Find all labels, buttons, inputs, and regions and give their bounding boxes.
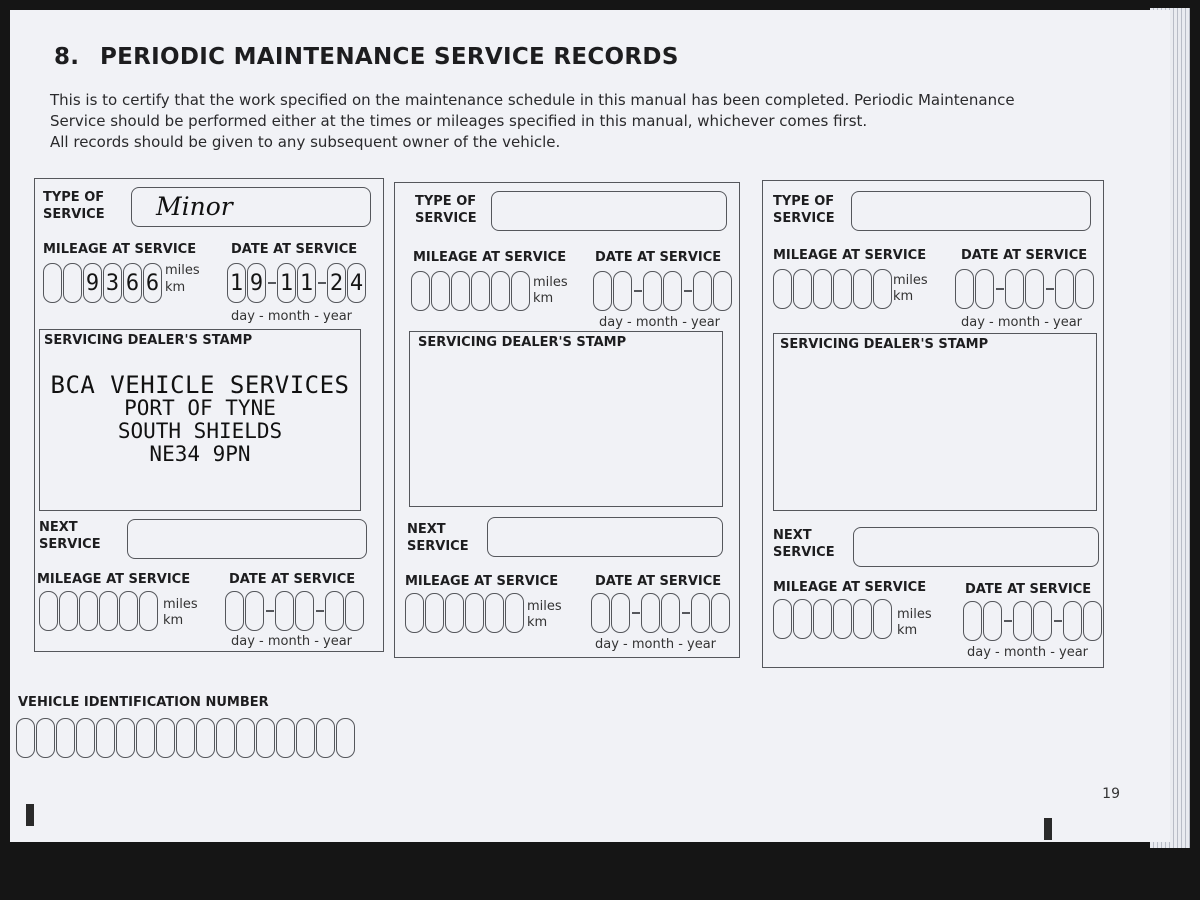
next-date-field[interactable] [963,601,1103,641]
service-record-card-3 [762,180,1104,668]
dealer-stamp-box [773,333,1097,511]
miles-label: miles [165,263,200,278]
mileage-digits[interactable] [411,271,531,311]
date-format-hint: day - month - year [599,315,721,330]
mileage-label: MILEAGE AT SERVICE [43,242,197,257]
next-mileage-label: MILEAGE AT SERVICE [773,580,927,595]
mileage-digit[interactable] [43,263,62,303]
dealer-stamp-box [409,331,723,507]
mileage-digit[interactable]: 6 [143,263,162,303]
next-service-label: NEXT SERVICE [773,528,835,560]
page-number: 19 [1102,786,1120,802]
date-format-hint: day - month - year [967,645,1089,660]
next-service-field[interactable] [127,519,367,559]
next-mileage-label: MILEAGE AT SERVICE [37,572,191,587]
dealer-stamp-label: SERVICING DEALER'S STAMP [780,337,989,352]
intro-paragraph: This is to certify that the work specified on the maintenance schedule in this manual has been completed. Periodic Maintenance Service should be performed either at the times or mileages specified in this manual, whichever comes first. All records should be given to any subsequent owner of the vehicle. [50,91,1015,151]
page-marker-right [1044,818,1052,840]
date-separator [268,282,276,284]
date-digit[interactable]: 1 [277,263,296,303]
mileage-digit[interactable] [63,263,82,303]
date-digit[interactable]: 1 [227,263,246,303]
date-label: DATE AT SERVICE [231,242,358,257]
date-field[interactable] [227,263,367,303]
miles-label: miles [527,599,562,614]
type-of-service-label: TYPE OF SERVICE [415,194,477,226]
date-digit[interactable]: 4 [347,263,366,303]
mileage-digit[interactable]: 9 [83,263,102,303]
mileage-digits[interactable] [43,263,163,303]
km-label: km [163,613,184,628]
dealer-stamp: BCA VEHICLE SERVICES PORT OF TYNE SOUTH SHIELDS NE34 9PN [50,371,350,466]
date-digit[interactable]: 2 [327,263,346,303]
vin-label: VEHICLE IDENTIFICATION NUMBER [18,695,269,710]
next-service-field[interactable] [487,517,723,557]
service-record-card-2 [394,182,740,658]
next-service-label: NEXT SERVICE [39,520,101,552]
date-digit[interactable]: 9 [247,263,266,303]
page-title: 8. PERIODIC MAINTENANCE SERVICE RECORDS [54,44,679,70]
vin-digits[interactable] [16,718,356,758]
type-of-service-label: TYPE OF SERVICE [773,194,835,226]
next-date-label: DATE AT SERVICE [595,574,722,589]
km-label: km [533,291,554,306]
miles-label: miles [893,273,928,288]
next-date-field[interactable] [591,593,731,633]
next-mileage-digits[interactable] [405,593,525,633]
date-field[interactable] [593,271,733,311]
miles-label: miles [897,607,932,622]
next-service-field[interactable] [853,527,1099,567]
next-mileage-label: MILEAGE AT SERVICE [405,574,559,589]
type-of-service-field[interactable] [851,191,1091,231]
date-label: DATE AT SERVICE [961,248,1088,263]
type-of-service-value: Minor [156,192,233,221]
miles-label: miles [163,597,198,612]
date-separator [318,282,326,284]
next-mileage-digits[interactable] [773,599,893,639]
date-label: DATE AT SERVICE [595,250,722,265]
date-digit[interactable]: 1 [297,263,316,303]
date-format-hint: day - month - year [231,634,353,649]
mileage-digit[interactable]: 6 [123,263,142,303]
km-label: km [897,623,918,638]
type-of-service-label: TYPE OF SERVICE [43,190,105,222]
dealer-stamp-label: SERVICING DEALER'S STAMP [44,333,253,348]
date-format-hint: day - month - year [961,315,1083,330]
dealer-stamp-box [39,329,361,511]
next-mileage-digits[interactable] [39,591,159,631]
km-label: km [165,280,186,295]
next-date-label: DATE AT SERVICE [229,572,356,587]
date-format-hint: day - month - year [231,309,353,324]
type-of-service-field[interactable] [131,187,371,227]
km-label: km [527,615,548,630]
next-service-label: NEXT SERVICE [407,522,469,554]
manual-page [10,10,1170,842]
mileage-label: MILEAGE AT SERVICE [413,250,567,265]
km-label: km [893,289,914,304]
dealer-stamp-label: SERVICING DEALER'S STAMP [418,335,627,350]
next-date-label: DATE AT SERVICE [965,582,1092,597]
mileage-digit[interactable]: 3 [103,263,122,303]
mileage-digits[interactable] [773,269,893,309]
date-format-hint: day - month - year [595,637,717,652]
mileage-label: MILEAGE AT SERVICE [773,248,927,263]
miles-label: miles [533,275,568,290]
next-date-field[interactable] [225,591,365,631]
date-field[interactable] [955,269,1095,309]
type-of-service-field[interactable] [491,191,727,231]
service-record-card-1 [34,178,384,652]
page-marker-left [26,804,34,826]
